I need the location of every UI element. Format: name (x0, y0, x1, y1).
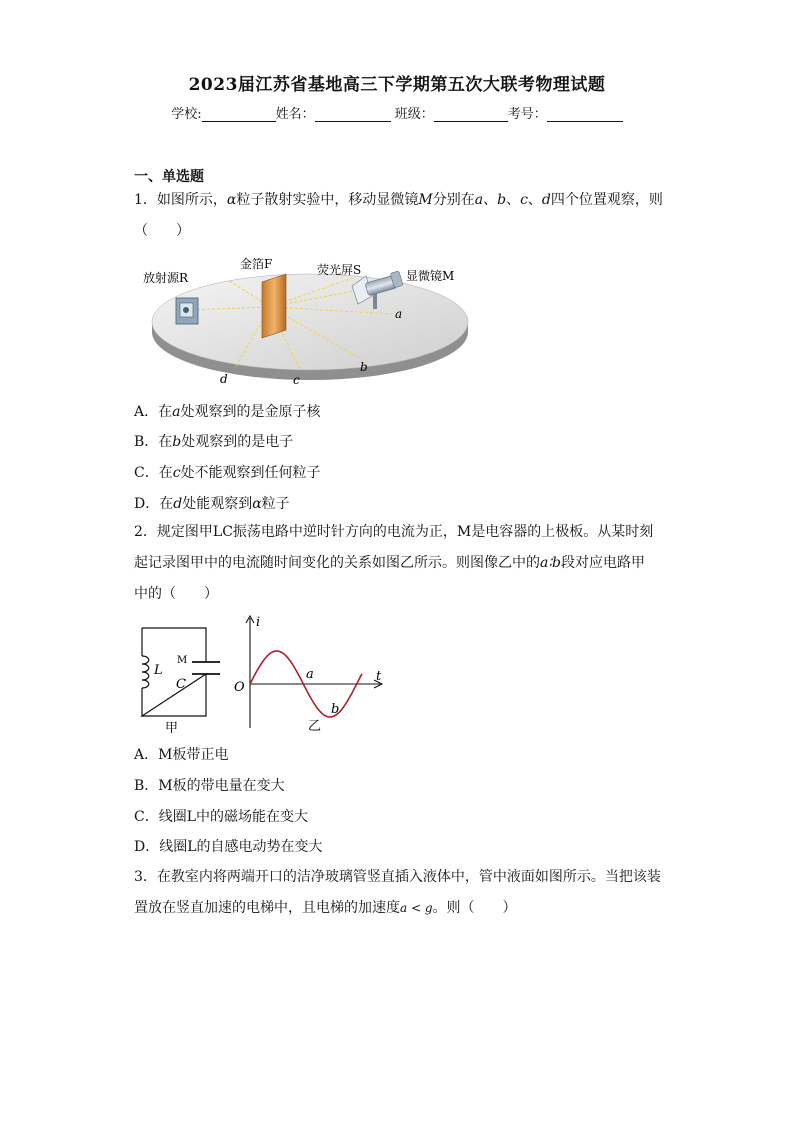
q3-text: 3．在教室内将两端开口的洁净玻璃管竖直插入液体中，管中液面如图所示。当把该装 (134, 869, 661, 885)
name-blank[interactable] (315, 107, 391, 122)
opt-var: c (172, 465, 181, 481)
question-1-stem (134, 185, 664, 247)
q3-text: 。则（ ） (432, 900, 517, 916)
q3-text: 置放在竖直加速的电梯中，且电梯的加速度 (134, 900, 400, 916)
opt-var: d (173, 496, 183, 512)
radioactive-source (176, 298, 198, 324)
q1-sep: 、 (483, 192, 498, 208)
q1-answer-bracket: （ ） (134, 223, 190, 239)
label-source: 放射源R (143, 271, 189, 285)
opt-text: 处能观察到 (182, 496, 253, 512)
wire-bottom (142, 674, 206, 716)
label-foil: 金箔F (240, 257, 273, 271)
label-L: L (154, 663, 163, 678)
page-title: 2023届江苏省基地高三下学期第五次大联考物理试题 (188, 75, 606, 95)
label-pos-a: a (395, 307, 403, 321)
id-blank[interactable] (547, 107, 623, 122)
q1-sep: 、 (506, 192, 521, 208)
opt-text: 处不能观察到任何粒子 (180, 465, 321, 481)
label-b: b (331, 702, 340, 717)
opt-text: 处观察到的是金原子核 (180, 404, 321, 420)
label-screen: 荧光屏S (317, 263, 362, 277)
disc-top (152, 274, 468, 370)
q1-var: d (541, 192, 551, 208)
opt-text: 处观察到的是电子 (181, 434, 294, 450)
q3-var: a < g (400, 901, 433, 915)
label-jia: 甲 (165, 721, 179, 736)
question-3-stem (134, 862, 674, 924)
q2-option-d[interactable]: D．线圈L的自感电动势在变大 (134, 839, 323, 855)
q1-text: 四个位置观察，则 (550, 192, 663, 208)
q2-option-b[interactable]: B．M板的带电量在变大 (134, 778, 285, 794)
label-M: M (177, 655, 188, 666)
q2-text: 中的（ ） (134, 586, 218, 602)
label-O: O (234, 680, 245, 695)
opt-text: D．在 (134, 496, 174, 512)
label-t: t (376, 669, 382, 684)
current-time-graph (228, 612, 390, 736)
q1-option-c[interactable] (134, 462, 321, 482)
label-C: C (176, 677, 186, 692)
label-i: i (256, 615, 261, 630)
opt-text: B．在 (134, 434, 173, 450)
q2-option-c[interactable]: C．线圈L中的磁场能在变大 (134, 809, 309, 825)
q1-option-b[interactable] (134, 431, 293, 451)
label-a: a (306, 667, 314, 682)
student-info-line (0, 103, 794, 122)
opt-text: 粒子 (261, 496, 290, 512)
opt-var: b (172, 434, 182, 450)
q1-var: c (520, 192, 528, 208)
lc-circuit-figure (134, 618, 224, 736)
label-pos-c: c (293, 373, 300, 387)
question-2-stem (134, 517, 674, 610)
name-label: 姓名： (275, 107, 315, 122)
id-label: 考号： (507, 107, 547, 122)
class-label: 班级： (394, 107, 434, 122)
q1-option-a[interactable] (134, 401, 320, 421)
section-title: 一、单选题 (134, 169, 204, 185)
q2-text: 2．规定图甲LC振荡电路中逆时针方向的电流为正，M是电容器的上极板。从某时刻 (134, 524, 654, 540)
wire-top (142, 628, 206, 662)
q1-alpha: α (226, 192, 237, 208)
q1-var: b (497, 192, 507, 208)
opt-text: C．在 (134, 465, 173, 481)
opt-var: α (252, 496, 262, 512)
label-pos-b: b (360, 360, 368, 374)
school-blank[interactable] (202, 107, 276, 122)
q1-var-M: M (418, 192, 433, 208)
q1-option-d[interactable] (134, 493, 290, 513)
q1-text: 1．如图所示， (134, 192, 227, 208)
label-pos-d: d (220, 372, 228, 386)
q1-text: 分别在 (432, 192, 475, 208)
label-yi: 乙 (308, 719, 322, 734)
opt-var: a (172, 404, 181, 420)
q2-text: 起记录图甲中的电流随时间变化的关系如图乙所示。则图像乙中的 (134, 555, 540, 571)
class-blank[interactable] (434, 107, 508, 122)
q2-option-a[interactable]: A．M板带正电 (134, 747, 229, 763)
school-label: 学校: (171, 107, 202, 122)
label-microscope: 显微镜M (406, 269, 455, 283)
q2-text: 段对应电路甲 (560, 555, 645, 571)
alpha-scattering-figure (140, 252, 470, 387)
q1-text: 粒子散射实验中，移动显微镜 (236, 192, 419, 208)
q1-var: a (474, 192, 484, 208)
gold-foil (262, 274, 286, 338)
inductor-coil (142, 656, 149, 688)
opt-text: A．在 (134, 404, 173, 420)
q2-var: a∶b (540, 555, 561, 571)
q1-sep: 、 (527, 192, 542, 208)
